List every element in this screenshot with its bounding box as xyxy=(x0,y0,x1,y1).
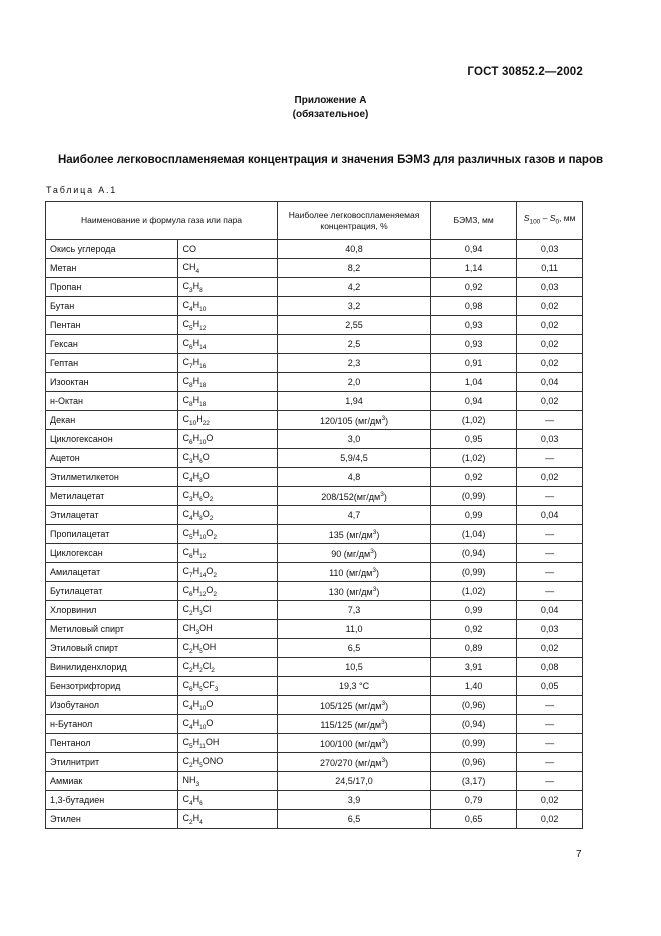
gas-formula: $C_2H_5OH$ xyxy=(178,639,278,658)
gas-formula: $C_5H_{12}$ xyxy=(178,316,278,335)
concentration-value: 3,2 xyxy=(278,297,431,316)
bemz-value: 1,40 xyxy=(431,677,517,696)
gas-formula: $C_2H_2Cl_2$ xyxy=(178,658,278,677)
gas-name: Пентан xyxy=(46,316,178,335)
concentration-value: 7,3 xyxy=(278,601,431,620)
gas-formula: $C_{10}H_{22}$ xyxy=(178,411,278,430)
gas-name: Бензотрифторид xyxy=(46,677,178,696)
gas-formula: CO xyxy=(178,240,278,259)
concentration-value: 105/125 $(мг/дм^3)$ xyxy=(278,696,431,715)
s-difference-value: — xyxy=(517,582,583,601)
table-row xyxy=(46,525,583,544)
page-number: 7 xyxy=(576,849,582,860)
concentration-value: 4,2 xyxy=(278,278,431,297)
gas-name: Метиловый спирт xyxy=(46,620,178,639)
concentration-value: 2,0 xyxy=(278,373,431,392)
gas-name: 1,3-бутадиен xyxy=(46,791,178,810)
gas-formula: $C_4H_{10}O$ xyxy=(178,696,278,715)
s-difference-value: — xyxy=(517,772,583,791)
appendix-status: (обязательное) xyxy=(292,109,369,120)
concentration-value: 6,5 xyxy=(278,639,431,658)
table-row xyxy=(46,392,583,411)
s-difference-value: — xyxy=(517,715,583,734)
gas-name: Этилнитрит xyxy=(46,753,178,772)
s-difference-value: 0,02 xyxy=(517,297,583,316)
concentration-value: 40,8 xyxy=(278,240,431,259)
col-header-conc: Наиболее легковоспламеняемая концентрация, % xyxy=(278,202,431,240)
bemz-value: 0,92 xyxy=(431,620,517,639)
s-difference-value: 0,02 xyxy=(517,335,583,354)
s-difference-value: 0,11 xyxy=(517,259,583,278)
gas-formula: $C_5H_{10}O_2$ xyxy=(178,525,278,544)
bemz-value: 0,95 xyxy=(431,430,517,449)
bemz-value: 0,93 xyxy=(431,335,517,354)
bemz-value: (0,99) xyxy=(431,487,517,506)
gas-name: Пропилацетат xyxy=(46,525,178,544)
concentration-value: 3,0 xyxy=(278,430,431,449)
bemz-value: (1,02) xyxy=(431,411,517,430)
table-row xyxy=(46,240,583,259)
table-row xyxy=(46,335,583,354)
s-difference-value: 0,02 xyxy=(517,316,583,335)
bemz-value: 0,89 xyxy=(431,639,517,658)
table-caption: Таблица А.1 xyxy=(46,185,118,195)
gas-formula: $C_3H_6O$ xyxy=(178,449,278,468)
table-row xyxy=(46,810,583,829)
bemz-value: (0,99) xyxy=(431,563,517,582)
concentration-value: 270/270 $(мг/дм^3)$ xyxy=(278,753,431,772)
gas-name: Циклогексанон xyxy=(46,430,178,449)
table-row xyxy=(46,601,583,620)
table-row xyxy=(46,259,583,278)
bemz-value: 0,92 xyxy=(431,278,517,297)
s-difference-value: — xyxy=(517,753,583,772)
gas-formula: $C_5H_{11}OH$ xyxy=(178,734,278,753)
concentration-value: 120/105 $(мг/дм^3)$ xyxy=(278,411,431,430)
gas-name: Гексан xyxy=(46,335,178,354)
table-row xyxy=(46,316,583,335)
appendix-heading xyxy=(0,94,661,122)
bemz-value: 0,93 xyxy=(431,316,517,335)
bemz-value: 0,94 xyxy=(431,240,517,259)
s-difference-value: — xyxy=(517,563,583,582)
gas-name: Этилметилкетон xyxy=(46,468,178,487)
concentration-value: 5,9/4,5 xyxy=(278,449,431,468)
concentration-value: 10,5 xyxy=(278,658,431,677)
gas-name: Пропан xyxy=(46,278,178,297)
table-row xyxy=(46,544,583,563)
concentration-value: 100/100 $(мг/дм^3)$ xyxy=(278,734,431,753)
col-header-bemz: БЭМЗ, мм xyxy=(431,202,517,240)
concentration-value: 8,2 xyxy=(278,259,431,278)
table-row xyxy=(46,791,583,810)
gas-name: Гептан xyxy=(46,354,178,373)
concentration-value: 6,5 xyxy=(278,810,431,829)
gas-formula: $C_7H_{14}O_2$ xyxy=(178,563,278,582)
s-difference-value: 0,03 xyxy=(517,278,583,297)
gas-name: Бутилацетат xyxy=(46,582,178,601)
bemz-value: 0,94 xyxy=(431,392,517,411)
gas-name: Декан xyxy=(46,411,178,430)
gas-formula: $C_4H_8O$ xyxy=(178,468,278,487)
gas-formula: $C_8H_{18}$ xyxy=(178,392,278,411)
concentration-value: 135 $(мг/дм^3)$ xyxy=(278,525,431,544)
document-header: ГОСТ 30852.2—2002 xyxy=(467,66,583,78)
s-difference-value: — xyxy=(517,449,583,468)
bemz-value: 1,04 xyxy=(431,373,517,392)
gas-formula: $C_6H_{12}$ xyxy=(178,544,278,563)
gas-formula: $C_4H_{10}O$ xyxy=(178,715,278,734)
appendix-label: Приложение А xyxy=(294,95,367,106)
concentration-value: 2,3 xyxy=(278,354,431,373)
col-header-name: Наименование и формула газа или пара xyxy=(46,202,278,240)
gas-table xyxy=(45,201,583,829)
gas-formula: $C_4H_{10}$ xyxy=(178,297,278,316)
s-difference-value: 0,02 xyxy=(517,468,583,487)
bemz-value: (1,02) xyxy=(431,582,517,601)
table-row xyxy=(46,278,583,297)
bemz-value: 0,99 xyxy=(431,601,517,620)
gas-name: н-Октан xyxy=(46,392,178,411)
gas-name: Винилиденхлорид xyxy=(46,658,178,677)
table-row xyxy=(46,582,583,601)
gas-formula: $C_8H_{18}$ xyxy=(178,373,278,392)
s-difference-value: 0,03 xyxy=(517,240,583,259)
gas-formula: $C_2H_5ONO$ xyxy=(178,753,278,772)
gas-name: Метилацетат xyxy=(46,487,178,506)
concentration-value: 90 $(мг/дм^3)$ xyxy=(278,544,431,563)
table-row xyxy=(46,677,583,696)
bemz-value: 3,91 xyxy=(431,658,517,677)
gas-name: Этиловый спирт xyxy=(46,639,178,658)
concentration-value: 24,5/17,0 xyxy=(278,772,431,791)
table-row xyxy=(46,658,583,677)
s-difference-value: — xyxy=(517,525,583,544)
table-header-row xyxy=(46,202,583,240)
bemz-value: (3,17) xyxy=(431,772,517,791)
table-row xyxy=(46,506,583,525)
gas-formula: $NH_3$ xyxy=(178,772,278,791)
table-row xyxy=(46,411,583,430)
s-difference-value: 0,04 xyxy=(517,506,583,525)
gas-formula: $C_6H_{12}O_2$ xyxy=(178,582,278,601)
bemz-value: (1,02) xyxy=(431,449,517,468)
gas-formula: $C_3H_8$ xyxy=(178,278,278,297)
concentration-value: 1,94 xyxy=(278,392,431,411)
table-row xyxy=(46,753,583,772)
concentration-value: 2,5 xyxy=(278,335,431,354)
table-body xyxy=(46,240,583,829)
concentration-value: 110 $(мг/дм^3)$ xyxy=(278,563,431,582)
gas-name: Изобутанол xyxy=(46,696,178,715)
gas-name: Пентанол xyxy=(46,734,178,753)
concentration-value: 115/125 $(мг/дм^3)$ xyxy=(278,715,431,734)
gas-formula: $C_7H_{16}$ xyxy=(178,354,278,373)
s-difference-value: — xyxy=(517,696,583,715)
gas-formula: $C_6H_{10}O$ xyxy=(178,430,278,449)
concentration-value: 2,55 xyxy=(278,316,431,335)
bemz-value: (1,04) xyxy=(431,525,517,544)
table-row xyxy=(46,354,583,373)
gas-formula: $C_2H_4$ xyxy=(178,810,278,829)
table-row xyxy=(46,487,583,506)
table-row xyxy=(46,297,583,316)
gas-formula: $CH_3OH$ xyxy=(178,620,278,639)
gas-formula: $C_6H_5CF_3$ xyxy=(178,677,278,696)
bemz-value: (0,94) xyxy=(431,544,517,563)
s-difference-value: 0,02 xyxy=(517,810,583,829)
table-row xyxy=(46,715,583,734)
gas-name: Амилацетат xyxy=(46,563,178,582)
col-header-s: $S_{100} - S_0$, мм xyxy=(517,202,583,240)
table-row xyxy=(46,772,583,791)
bemz-value: 0,92 xyxy=(431,468,517,487)
bemz-value: (0,94) xyxy=(431,715,517,734)
bemz-value: (0,96) xyxy=(431,696,517,715)
gas-formula: $C_6H_{14}$ xyxy=(178,335,278,354)
concentration-value: 4,8 xyxy=(278,468,431,487)
s-difference-value: 0,05 xyxy=(517,677,583,696)
gas-name: Бутан xyxy=(46,297,178,316)
gas-name: Ацетон xyxy=(46,449,178,468)
gas-name: Окись углерода xyxy=(46,240,178,259)
table-row xyxy=(46,449,583,468)
gas-name: Изооктан xyxy=(46,373,178,392)
s-difference-value: — xyxy=(517,734,583,753)
concentration-value: 130 $(мг/дм^3)$ xyxy=(278,582,431,601)
bemz-value: 0,65 xyxy=(431,810,517,829)
page-title: Наиболее легковоспламеняемая концентрация и значения БЭМЗ для различных газов и паров xyxy=(57,154,604,166)
gas-name: Метан xyxy=(46,259,178,278)
gas-name: Хлорвинил xyxy=(46,601,178,620)
table-row xyxy=(46,639,583,658)
gas-name: Аммиак xyxy=(46,772,178,791)
bemz-value: (0,96) xyxy=(431,753,517,772)
bemz-value: 0,99 xyxy=(431,506,517,525)
s-difference-value: 0,02 xyxy=(517,354,583,373)
table-row xyxy=(46,734,583,753)
s-difference-value: — xyxy=(517,487,583,506)
gas-formula: $CH_4$ xyxy=(178,259,278,278)
gas-name: Этилен xyxy=(46,810,178,829)
concentration-value: $208/152(мг/дм^3)$ xyxy=(278,487,431,506)
gas-name: Этилацетат xyxy=(46,506,178,525)
gas-formula: $C_2H_3Cl$ xyxy=(178,601,278,620)
bemz-value: 0,91 xyxy=(431,354,517,373)
concentration-value: 19,3 °С xyxy=(278,677,431,696)
table-row xyxy=(46,620,583,639)
table-row xyxy=(46,563,583,582)
s-difference-value: 0,02 xyxy=(517,791,583,810)
concentration-value: 4,7 xyxy=(278,506,431,525)
s-difference-value: 0,08 xyxy=(517,658,583,677)
concentration-value: 3,9 xyxy=(278,791,431,810)
s-difference-value: 0,03 xyxy=(517,620,583,639)
bemz-value: (0,99) xyxy=(431,734,517,753)
s-difference-value: 0,02 xyxy=(517,639,583,658)
gas-formula: $C_4H_6$ xyxy=(178,791,278,810)
s-difference-value: — xyxy=(517,544,583,563)
table-row xyxy=(46,468,583,487)
gas-name: Циклогексан xyxy=(46,544,178,563)
table-row xyxy=(46,430,583,449)
gas-formula: $C_4H_8O_2$ xyxy=(178,506,278,525)
concentration-value: 11,0 xyxy=(278,620,431,639)
s-difference-value: 0,04 xyxy=(517,601,583,620)
s-difference-value: — xyxy=(517,411,583,430)
bemz-value: 0,98 xyxy=(431,297,517,316)
bemz-value: 1,14 xyxy=(431,259,517,278)
gas-formula: $C_3H_6O_2$ xyxy=(178,487,278,506)
table-row xyxy=(46,696,583,715)
s-difference-value: 0,04 xyxy=(517,373,583,392)
gas-name: н-Бутанол xyxy=(46,715,178,734)
s-difference-value: 0,02 xyxy=(517,392,583,411)
bemz-value: 0,79 xyxy=(431,791,517,810)
s-difference-value: 0,03 xyxy=(517,430,583,449)
table-row xyxy=(46,373,583,392)
